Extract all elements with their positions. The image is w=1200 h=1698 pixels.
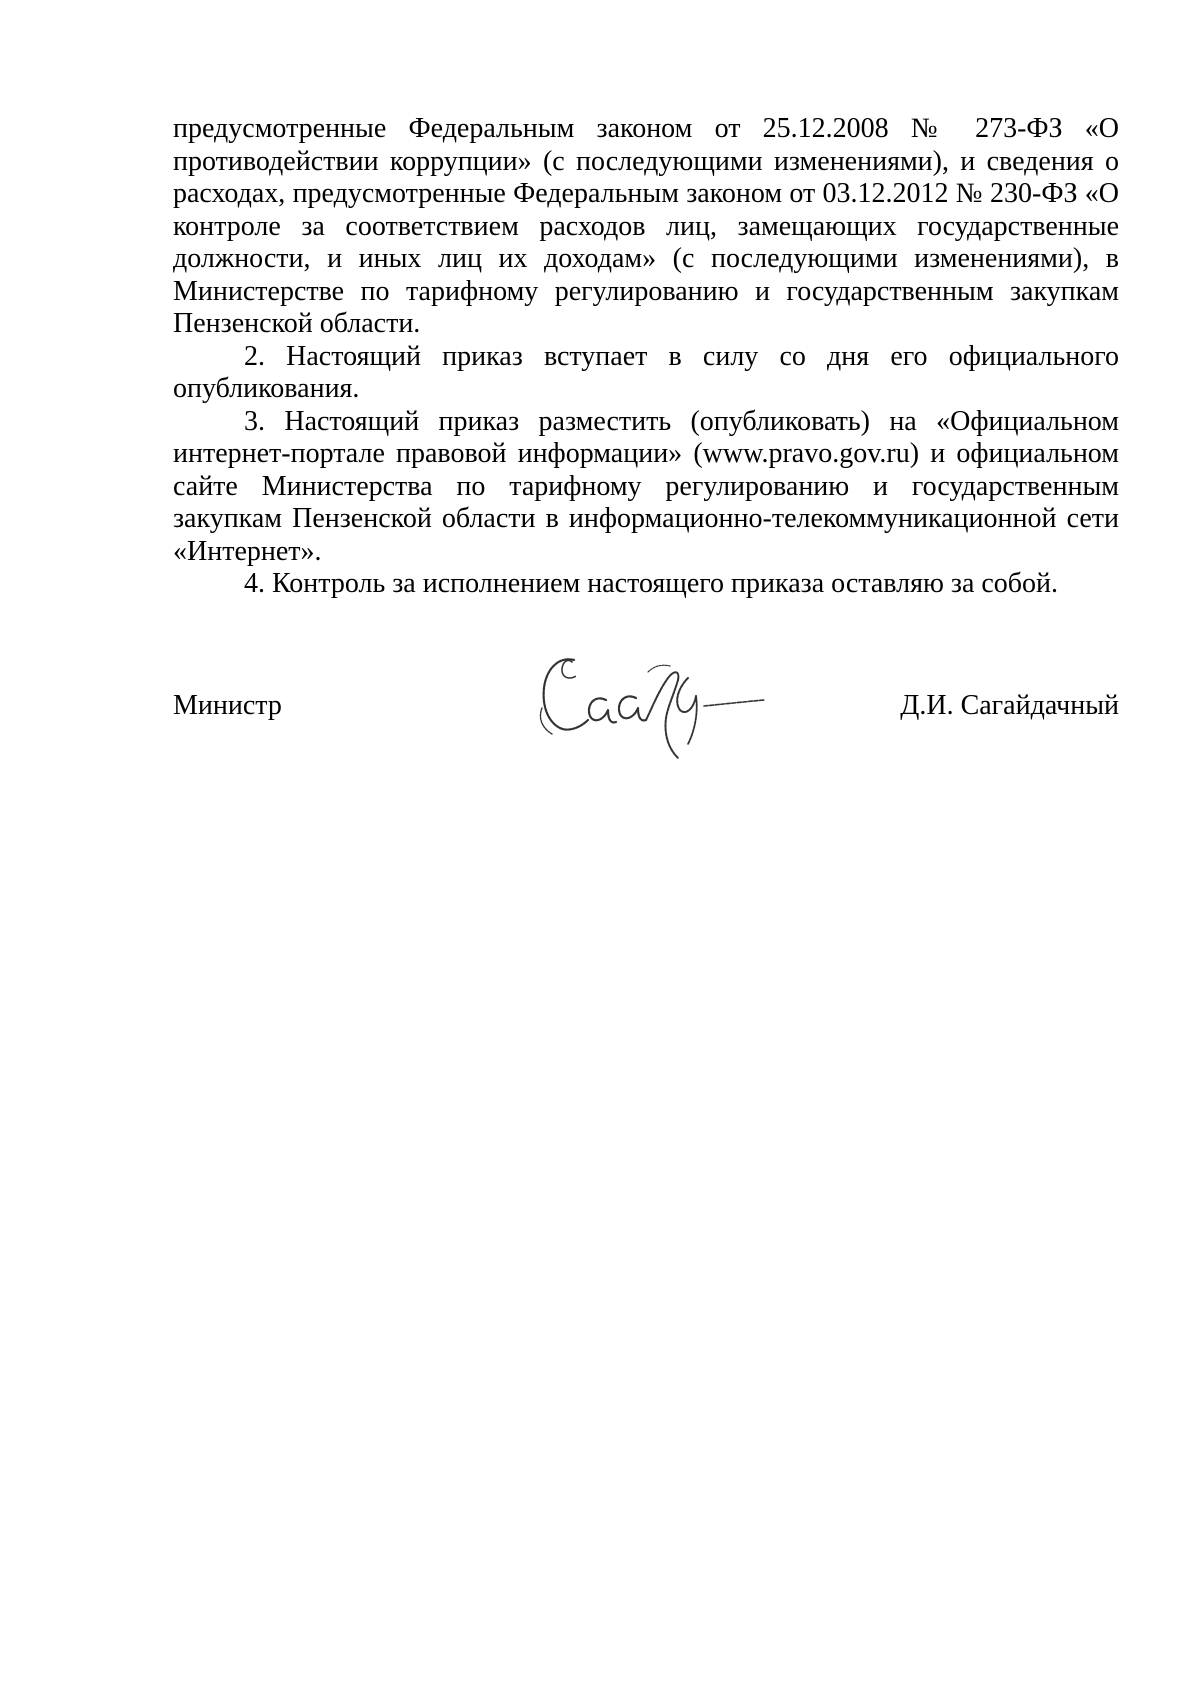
handwritten-signature	[528, 648, 778, 768]
signatory-name: Д.И. Сагайдачный	[900, 690, 1119, 721]
paragraph-item-2: 2. Настоящий приказ вступает в силу со дня его официального опубликования.	[173, 340, 1119, 404]
paragraph-item-3: 3. Настоящий приказ разместить (опубликовать) на «Официальном интернет-портале правовой информации» (www.pravo.gov.ru) и официальном сайте Министерства по тарифному регулированию и государственным закупкам Пензенской области в информационно-телекоммуникационной сети «Интернет».	[173, 405, 1119, 567]
paragraph-item-4: 4. Контроль за исполнением настоящего приказа оставляю за собой.	[244, 568, 1059, 599]
paragraph-continuation: предусмотренные Федеральным законом от 25.12.2008 № 273-ФЗ «О противодействии коррупции» (с последующими изменениями), и сведения о расходах, предусмотренные Федеральным законом от 03.12.2012 № 230-ФЗ «О контроле за соответствием расходов лиц, замещающих государственные должности, и иных лиц их доходам» (с последующими изменениями), в Министерстве по тарифному регулированию и государственным закупкам Пензенской области.	[173, 113, 1119, 339]
document-body	[173, 113, 1119, 601]
signatory-position: Министр	[173, 690, 282, 721]
